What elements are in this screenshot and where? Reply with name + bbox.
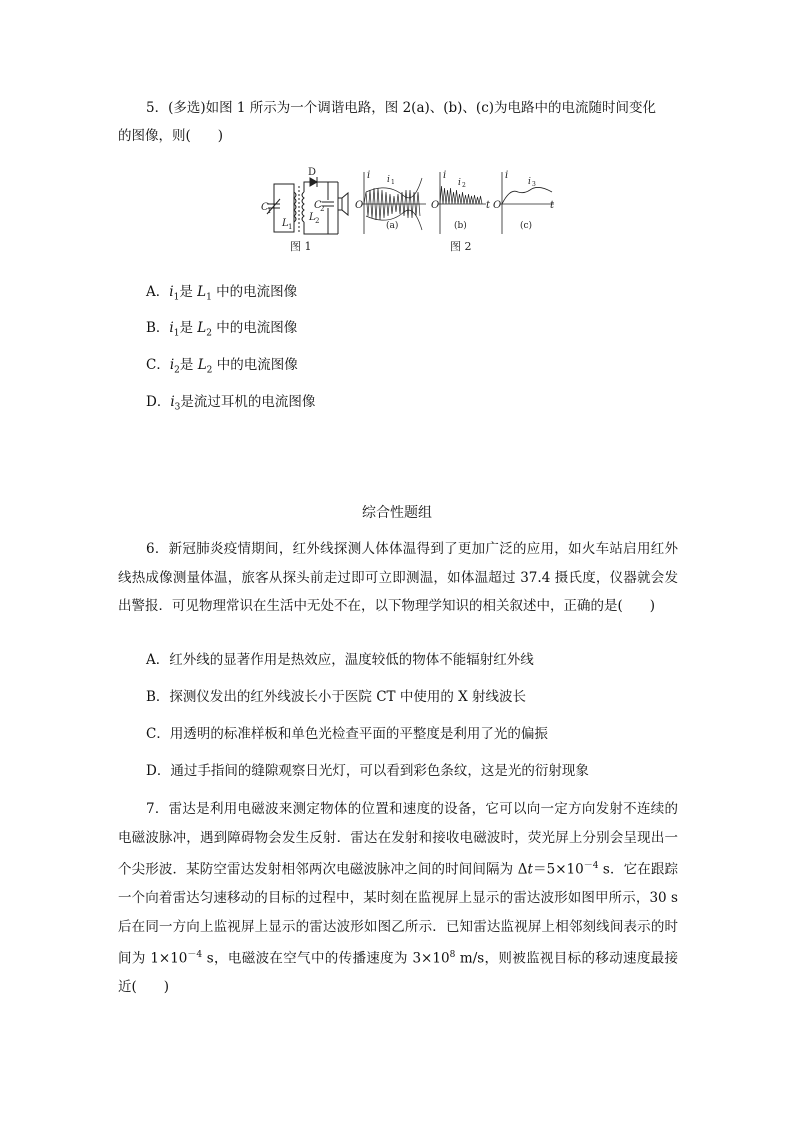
caption-a: (a) [386,221,399,231]
label-L2: L [309,212,316,223]
q5-stem-line1: 5．(多选)如图 1 所示为一个调谐电路，图 2(a)、(b)、(c)为电路中的电流随时间变化 [146,100,657,116]
q6-option-a: A．红外线的显著作用是热效应，温度较低的物体不能辐射红外线 [146,652,534,668]
q5-option-d: D．$i_3$是流过耳机的电流图像 [146,394,316,413]
graph-b-origin: O [431,200,440,211]
label-C1-sub: 1 [267,207,272,215]
graph-c-i-label: i [505,170,509,181]
label-C1: C [261,202,269,213]
graph-b-i2-label: i [458,178,461,188]
graph-b-i-label: i [443,170,447,181]
q7-stem: 7．雷达是利用电磁波来测定物体的位置和速度的设备，它可以向一定方向发射不连续的电磁波脉冲，遇到障碍物会发生反射．雷达在发射和接收电磁波时，荧光屏上分别会呈现出一个尖形波．某防空雷达发射相邻两次电磁波脉冲之间的时间间隔为 $\Delta t=5\times 10^{-4}$ s．它在跟踪一个向着雷达匀速移动的目标的过程中，某时刻在监视屏上显示的雷达波形如图甲所示，30 s 后在同一方向上监视屏上显示的雷达波形如图乙所示．已知雷达监视屏上相邻刻线间表示的时间为 $1\times 10^{-4}$ s，电磁波在空气中的传播速度为 $3\times 10^8$ m/s，则被监视目标的移动速度最接近( ) [118,801,679,995]
q6-option-b: B．探测仪发出的红外线波长小于医院 CT 中使用的 X 射线波长 [146,689,527,705]
q5-option-b: B．$i_1$是 $L_2$ 中的电流图像 [146,320,298,339]
fig1-caption: 图 1 [290,240,312,253]
q5-figure [258,164,558,258]
label-L2-sub: 2 [315,217,320,225]
graph-c-i3-label: i [528,177,531,187]
graph-c-t-label: t [550,200,555,211]
q6-stem: 6．新冠肺炎疫情期间，红外线探测人体体温得到了更加广泛的应用，如火车站启用红外线热成像测量体温，旅客从探头前走过即可立即测温，如体温超过 37.4 摄氏度，仪器就会发出警报．可见物理常识在生活中无处不在，以下物理学知识的相关叙述中，正确的是( ) [118,541,678,614]
label-L1-sub: 1 [288,223,293,231]
graph-c-origin: O [493,200,502,211]
graph-b-i2-sub: 2 [462,182,466,189]
section-title: 综合性题组 [362,505,432,521]
graph-a-origin: O [355,200,364,211]
fig2-caption: 图 2 [450,240,472,253]
label-D: D [308,167,317,178]
q6-option-c: C．用透明的标准样板和单色光检查平面的平整度是利用了光的偏振 [146,726,548,742]
caption-b: (b) [454,221,467,231]
graph-a-i1-sub: 1 [391,179,395,186]
graph-c-i3-sub: 3 [532,181,536,188]
caption-c: (c) [520,221,533,231]
graph-a-i-label: i [367,170,371,181]
q6-option-d: D．通过手指间的缝隙观察日光灯，可以看到彩色条纹，这是光的衍射现象 [146,763,589,779]
graph-a-i1-label: i [387,175,390,185]
label-L1: L [282,218,289,229]
q5-option-c: C．$i_2$是 $L_2$ 中的电流图像 [146,357,298,376]
tuning-circuit-diagram [267,177,348,234]
label-C2: C [314,200,322,211]
label-C2-sub: 2 [320,205,325,213]
graph-b-t-label: t [486,200,491,211]
q5-option-a: A．$i_1$是 $L_1$ 中的电流图像 [146,284,298,303]
q5-stem-line2: 的图像，则( ) [118,128,224,144]
